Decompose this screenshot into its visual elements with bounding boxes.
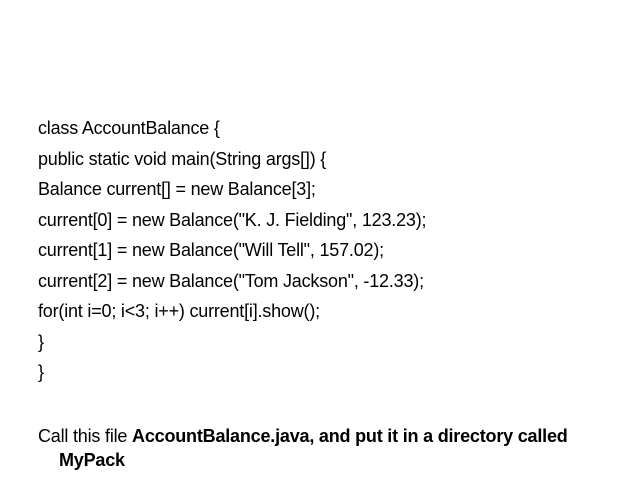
code-line-2: public static void main(String args[]) { xyxy=(38,148,327,169)
code-line-7: for(int i=0; i<3; i++) current[i].show(); xyxy=(38,301,320,321)
code-block xyxy=(38,113,618,388)
code-line-3: Balance current[] = new Balance[3]; xyxy=(38,179,316,199)
note-filename-instruction: AccountBalance.java, and put it in a directory called xyxy=(132,426,568,446)
code-line-5: current[1] = new Balance("Will Tell", 157.02); xyxy=(38,240,384,260)
code-line-1: class AccountBalance { xyxy=(38,118,220,138)
code-line-9: } xyxy=(38,362,44,382)
note-directory-name: MyPack xyxy=(59,450,125,470)
note-prefix: Call this file xyxy=(38,426,133,446)
code-line-6: current[2] = new Balance("Tom Jackson", -12.33); xyxy=(38,270,424,291)
code-line-4: current[0] = new Balance("K. J. Fielding", 123.23); xyxy=(38,209,427,230)
code-line-8: } xyxy=(38,331,44,352)
instruction-note xyxy=(38,424,628,472)
